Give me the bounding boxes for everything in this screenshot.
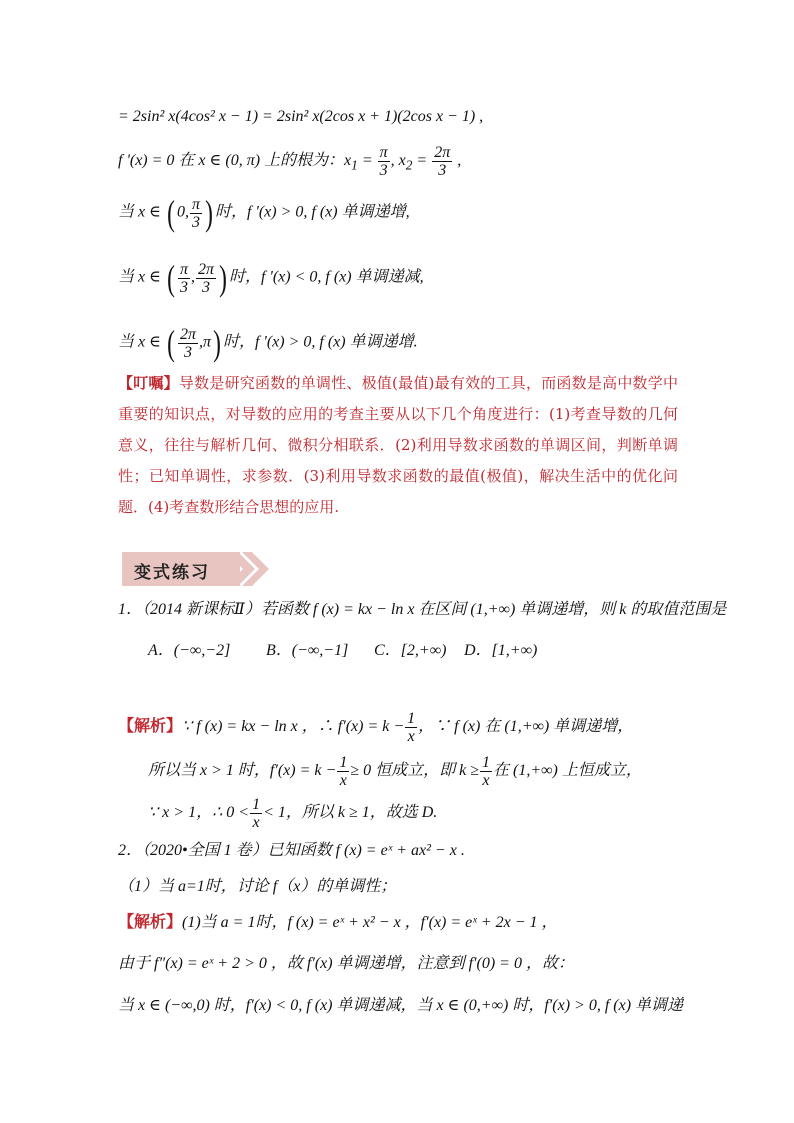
fraction-denominator: 3 — [183, 343, 192, 361]
fraction-denominator: x — [407, 728, 415, 745]
fraction-denominator: x — [339, 772, 347, 789]
solution-text: 在 (1,+∞) 上恒成立， — [492, 762, 642, 780]
q1-solution-line-1 — [118, 710, 633, 745]
fraction-numerator: 1 — [339, 754, 348, 771]
question-1-options — [148, 640, 537, 662]
question-1-stem — [118, 599, 726, 621]
fraction-pi-3 — [190, 196, 202, 231]
question-2-part-1 — [118, 876, 396, 898]
option-c: C．[2,+∞) — [374, 642, 447, 659]
fraction-numerator: 2π — [197, 260, 214, 278]
equals-sign: = — [412, 152, 432, 170]
case-tail: 时，f '(x) > 0, f (x) 单调递增. — [222, 333, 418, 351]
solution-text: ∵ x > 1，∴ 0 < — [148, 804, 250, 822]
subscript-2: 2 — [405, 157, 413, 173]
solution-text: ，∵ f (x) 在 (1,+∞) 单调递增， — [418, 718, 634, 736]
roots-prefix: f '(x) = 0 在 x ∈ (0, π) 上的根为：x — [118, 152, 352, 170]
section-title: 变式练习 — [134, 563, 210, 583]
right-paren: ) — [219, 258, 227, 298]
note-text: 导数是研究函数的单调性、极值(最值)最有效的工具，而函数是高中数学中重要的知识点，对导数的应用的考查主要从以下几个角度进行：(1)考查导数的几何意义，往往与解析几何、微积分相联系．(2)利用导数求函数的单调区间，判断单调性；已知单调性，求参数．(3)利用导数求函数的最值(极值)，解决生活中的优化问题．(4)考查数形结合思想的应用. — [118, 374, 678, 516]
roots-separator: , x — [390, 152, 406, 170]
fraction-numerator: 1 — [481, 754, 490, 771]
fraction-1-x — [480, 754, 492, 789]
right-paren: ) — [205, 193, 213, 233]
solution-text: 当 x ∈ (−∞,0) 时，f′(x) < 0, f (x) 单调递减，当 x ∈ (0,+∞) 时，f′(x) > 0, f (x) 单调递 — [118, 997, 684, 1014]
solution-text: < 1，所以 k ≥ 1，故选 D. — [263, 804, 438, 822]
fraction-numerator: 1 — [407, 710, 416, 727]
fraction-numerator: 2π — [179, 325, 196, 343]
solution-text: (1)当 a = 1时，f (x) = eˣ + x² − x ，f′(x) = eˣ + 2x − 1 ， — [182, 914, 558, 931]
left-paren: ( — [167, 323, 175, 363]
case-prefix: 当 x ∈ — [118, 333, 165, 351]
fraction-2pi-3 — [196, 261, 216, 296]
interval-right: ,π — [198, 333, 211, 351]
subscript-1: 1 — [351, 157, 358, 173]
fraction-pi-3 — [178, 261, 190, 296]
fraction-numerator: π — [179, 260, 188, 278]
question-text: 1．（2014 新课标Ⅱ）若函数 f (x) = kx − ln x 在区间 (1,+∞) 单调递增，则 k 的取值范围是 — [118, 601, 727, 618]
fraction-pi-3 — [378, 144, 390, 179]
section-banner — [122, 552, 272, 586]
question-part-text: （1）当 a=1时，讨论 f（x）的单调性； — [118, 878, 397, 895]
left-paren: ( — [167, 258, 175, 298]
left-paren: ( — [167, 193, 175, 233]
q2-solution-line-1 — [118, 912, 558, 934]
case-tail: 时，f '(x) > 0, f (x) 单调递增, — [214, 203, 410, 221]
fraction-1-x — [250, 796, 262, 831]
q1-solution-line-3 — [148, 796, 437, 831]
roots-line — [118, 144, 461, 179]
fraction-numerator: π — [191, 195, 200, 213]
roots-end: , — [453, 152, 462, 170]
solution-text: ∵ f (x) = kx − ln x ，∴ f′(x) = k − — [182, 718, 405, 736]
q2-solution-line-3 — [118, 995, 683, 1017]
case-prefix: 当 x ∈ — [118, 268, 165, 286]
case-line-1 — [118, 195, 410, 231]
fraction-numerator: 1 — [252, 796, 261, 813]
note-paragraph — [118, 368, 678, 523]
equation-text: = 2sin² x(4cos² x − 1) = 2sin² x(2cos x + 1)(2cos x − 1) , — [118, 108, 484, 125]
fraction-denominator: 3 — [438, 162, 447, 179]
solution-tag: 【解析】 — [118, 718, 183, 736]
q2-solution-line-2 — [118, 953, 574, 975]
fraction-denominator: x — [252, 814, 260, 831]
solution-text: 由于 f″(x) = eˣ + 2 > 0 ，故 f′(x) 单调递增，注意到 f′(0) = 0 ，故： — [118, 955, 574, 972]
fraction-2pi-3 — [432, 144, 452, 179]
case-line-3 — [118, 325, 418, 361]
fraction-numerator: π — [379, 144, 388, 161]
interval-left: 0, — [176, 203, 189, 221]
solution-tag: 【解析】 — [118, 914, 183, 931]
case-tail: 时，f '(x) < 0, f (x) 单调递减, — [228, 268, 424, 286]
note-tag: 【叮嘱】 — [118, 374, 179, 392]
fraction-denominator: x — [482, 772, 490, 789]
question-text: 2．（2020•全国 1 卷）已知函数 f (x) = eˣ + ax² − x . — [118, 842, 465, 859]
fraction-1-x — [405, 710, 417, 745]
case-prefix: 当 x ∈ — [118, 203, 165, 221]
equals-sign: = — [357, 152, 377, 170]
option-b: B．(−∞,−1] — [266, 642, 349, 659]
right-paren: ) — [213, 323, 221, 363]
fraction-denominator: 3 — [191, 213, 200, 231]
fraction-denominator: 3 — [179, 278, 188, 296]
fraction-2pi-3 — [178, 326, 198, 361]
case-line-2: 当 x ∈ ( $\frac{\pi}{3}$ , $\frac{2\pi}{3}$ ) 时，f '(x) < 0, f (x) 单调递减, — [118, 258, 424, 298]
fraction-numerator: 2π — [434, 144, 451, 161]
question-2-stem — [118, 840, 465, 862]
equation-line-1 — [118, 106, 483, 128]
option-a: A．(−∞,−2] — [148, 642, 231, 659]
solution-text: ≥ 0 恒成立，即 k ≥ — [350, 762, 479, 780]
q1-solution-line-2 — [148, 754, 642, 789]
solution-text: 所以当 x > 1 时，f′(x) = k − — [148, 762, 337, 780]
option-d: D．[1,+∞) — [464, 642, 538, 659]
fraction-denominator: 3 — [201, 278, 210, 296]
fraction-1-x — [337, 754, 349, 789]
fraction-denominator: 3 — [379, 162, 388, 179]
chevron-arrows-icon — [226, 552, 272, 586]
